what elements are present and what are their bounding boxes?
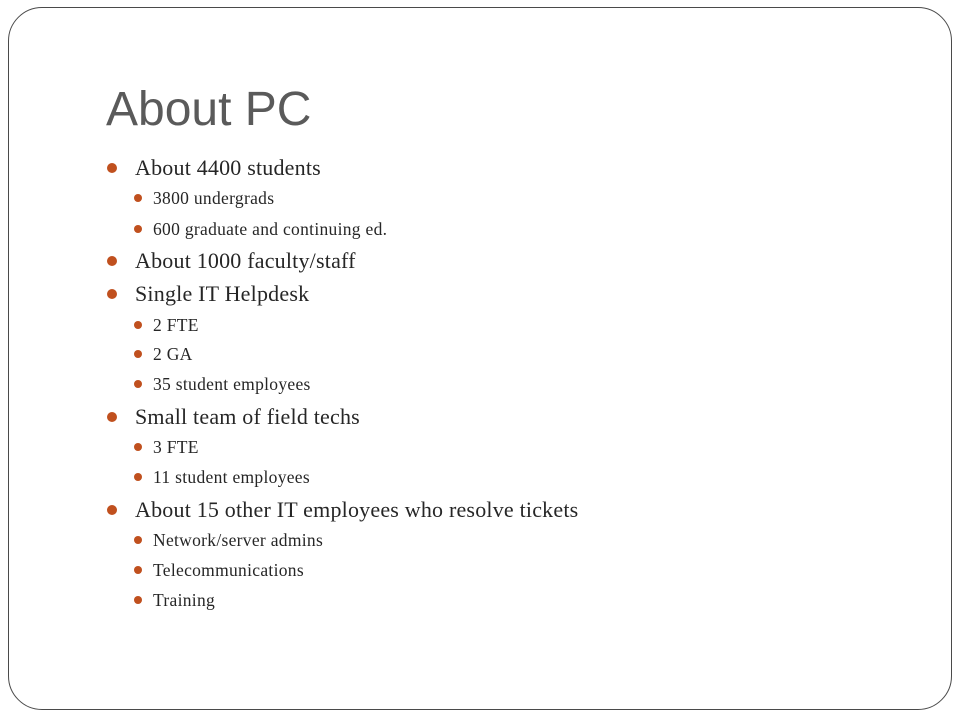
- bullet-dot-icon: [134, 194, 142, 202]
- bullet-text: 2 GA: [153, 343, 193, 364]
- bullet-dot-icon: [134, 473, 142, 481]
- bullet-dot-icon: [107, 163, 117, 173]
- sub-bullet-item: [134, 465, 310, 489]
- bullet-text: About 15 other IT employees who resolve tickets: [135, 497, 579, 522]
- sub-bullet-item: [134, 528, 323, 552]
- bullet-text: About 4400 students: [135, 155, 321, 180]
- bullet-text: Single IT Helpdesk: [135, 281, 310, 306]
- bullet-item: [107, 247, 356, 275]
- bullet-dot-icon: [107, 289, 117, 299]
- sub-bullet-item: [134, 186, 274, 210]
- sub-bullet-item: [134, 217, 387, 241]
- bullet-dot-icon: [134, 596, 142, 604]
- bullet-item: [107, 403, 360, 431]
- bullet-dot-icon: [134, 380, 142, 388]
- bullet-text: Network/server admins: [153, 529, 324, 550]
- bullet-text: 11 student employees: [153, 466, 310, 487]
- bullet-dot-icon: [134, 321, 142, 329]
- bullet-text: Telecommunications: [153, 559, 304, 580]
- bullet-dot-icon: [134, 443, 142, 451]
- bullet-dot-icon: [107, 505, 117, 515]
- sub-bullet-item: [134, 372, 311, 396]
- sub-bullet-item: [134, 558, 304, 582]
- bullet-dot-icon: [107, 412, 117, 422]
- bullet-text: 35 student employees: [153, 373, 311, 394]
- sub-bullet-item: [134, 588, 215, 612]
- sub-bullet-item: [134, 313, 199, 337]
- bullet-dot-icon: [134, 536, 142, 544]
- bullet-dot-icon: [134, 566, 142, 574]
- bullet-dot-icon: [134, 225, 142, 233]
- bullet-item: [107, 496, 578, 524]
- bullet-item: [107, 154, 321, 182]
- bullet-item: [107, 280, 309, 308]
- bullet-dot-icon: [134, 350, 142, 358]
- bullet-text: 3 FTE: [153, 436, 199, 457]
- bullet-text: Training: [153, 589, 216, 610]
- bullet-text: Small team of field techs: [135, 404, 360, 429]
- bullet-text: 600 graduate and continuing ed.: [153, 218, 388, 239]
- sub-bullet-item: [134, 435, 199, 459]
- bullet-text: About 1000 faculty/staff: [135, 248, 356, 273]
- bullet-text: 2 FTE: [153, 314, 199, 335]
- slide-title: About PC: [106, 83, 312, 136]
- bullet-text: 3800 undergrads: [153, 187, 275, 208]
- bullet-dot-icon: [107, 256, 117, 266]
- sub-bullet-item: [134, 342, 193, 366]
